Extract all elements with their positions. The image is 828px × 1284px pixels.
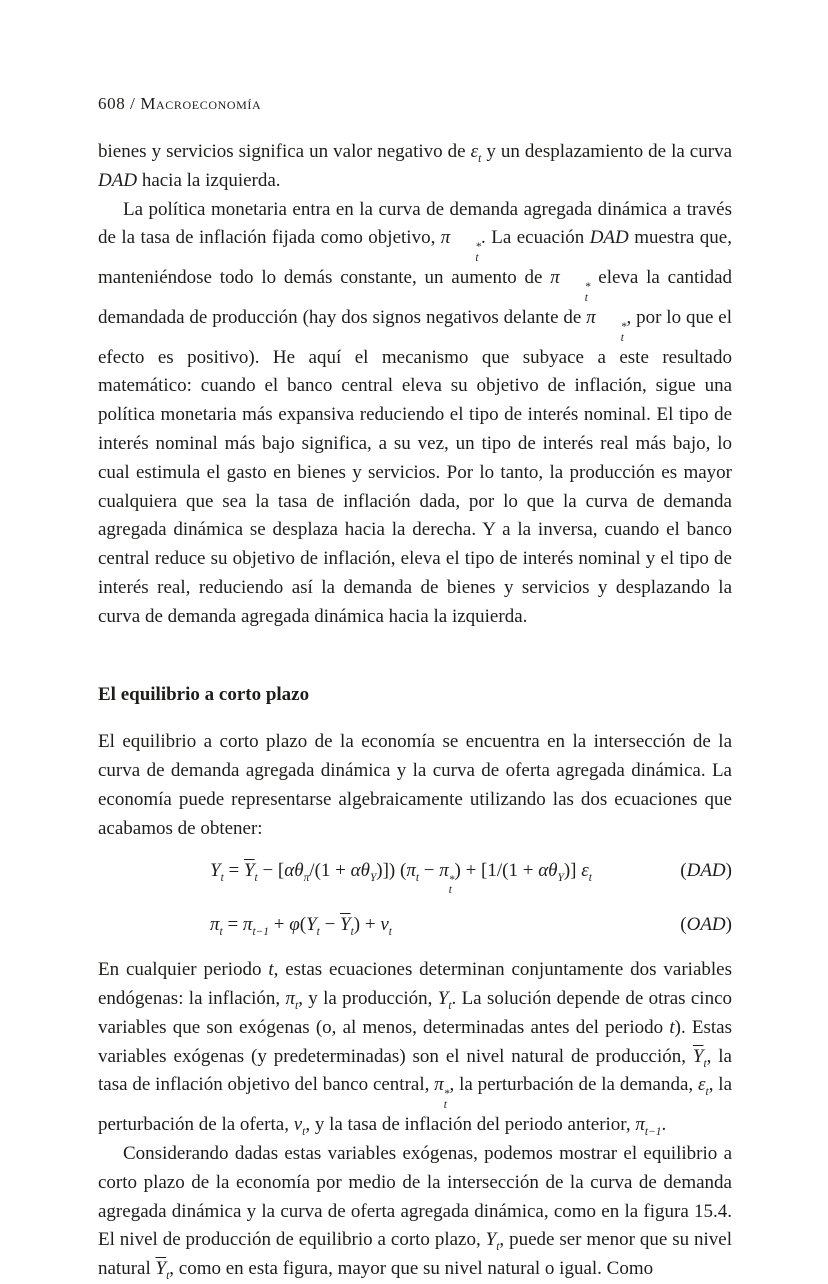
para-intro: bienes y servicios significa un valor negativo de $\varepsilon_t$ y un desplazamiento de la curva DAD hacia la izquierda. [98,141,732,191]
equation-oad-expression: $\pi_t = \pi_{t-1} + \varphi(Y_t - \overline{Y}_t) + v_t$ [210,914,392,939]
para-monetary-policy: La política monetaria entra en la curva de demanda agregada dinámica a través de la tasa de inflación fijada como objetivo, π * t . La ecuación DAD muestra que, manteniéndose todo lo demás constante, un aumento de π * t eleva la cantidad demandada de producción (hay dos signos negativos delante de π * t , por lo que el efecto es positivo). He aquí el mecanismo que subyace a este resultado matemático: cuando el banco central eleva su objetivo de inflación, sigue una política monetaria más expansiva reduciendo el tipo de interés nominal. El tipo de interés nominal más bajo significa, a su vez, un tipo de interés real más bajo, lo cual estimula el gasto en bienes y servicios. Por lo tanto, la producción es mayor cualquiera que sea la tasa de inflación dada, por lo que la curva de demanda agregada dinámica se desplaza hacia la derecha. Y a la inversa, cuando el banco central reduce su objetivo de inflación, eleva el tipo de interés nominal y el tipo de interés real, reduciendo así la demanda de bienes y servicios y desplazando la curva de demanda agregada dinámica hacia la izquierda. [98,198,733,627]
para-equilibrium: El equilibrio a corto plazo de la economía se encuentra en la intersección de la curva de demanda agregada dinámica y la curva de oferta agregada dinámica. La economía puede representarse algebraicamente utilizando las dos ecuaciones que acabamos de obtener: [98,731,732,839]
equation-oad [98,908,732,942]
running-head: 608 / Macroeconomía [98,94,262,113]
section-heading: El equilibrio a corto plazo [98,683,310,705]
equation-dad-expression: $Y_t = \overline{Y}_t - [\alpha\theta_\pi/(1 + \alpha\theta_Y)]$) ($\pi_t - \pi$ * t ) + $[1/(1 + \alpha\theta_Y)]$ $\varepsilon_t$ [210,859,592,897]
equation-oad-label: (OAD) [680,914,732,936]
equation-dad [98,854,732,897]
page-body [98,138,732,1284]
para-variables: En cualquier periodo t, estas ecuaciones determinan conjuntamente dos variables endógenas: la inflación, $\pi_t$, y la producción, $Y_t$. La solución depende de otras cinco variables que son exógenas (o, al menos, determinadas antes del periodo t). Estas variables exógenas (y predeterminadas) son el nivel natural de producción, $\overline{Y}_t$, la tasa de inflación objetivo del banco central, π * t , la perturbación de la demanda, $\varepsilon_t$, la perturbación de la oferta, $v_t$, y la tasa de inflación del periodo anterior, $\pi_{t-1}$. [98,959,733,1139]
para-considering: Considerando dadas estas variables exógenas, podemos mostrar el equilibrio a corto plazo de la economía por medio de la intersección de la curva de demanda agregada dinámica y la curva de oferta agregada dinámica, como en la figura 15.4. El nivel de producción de equilibrio a corto plazo, $Y_t$, puede ser menor que su nivel natural $\overline{Y}_t$, como en esta figura, mayor que su nivel natural o igual. Como [98,1142,732,1283]
equation-dad-label: (DAD) [680,859,732,881]
equation-block [98,854,732,943]
